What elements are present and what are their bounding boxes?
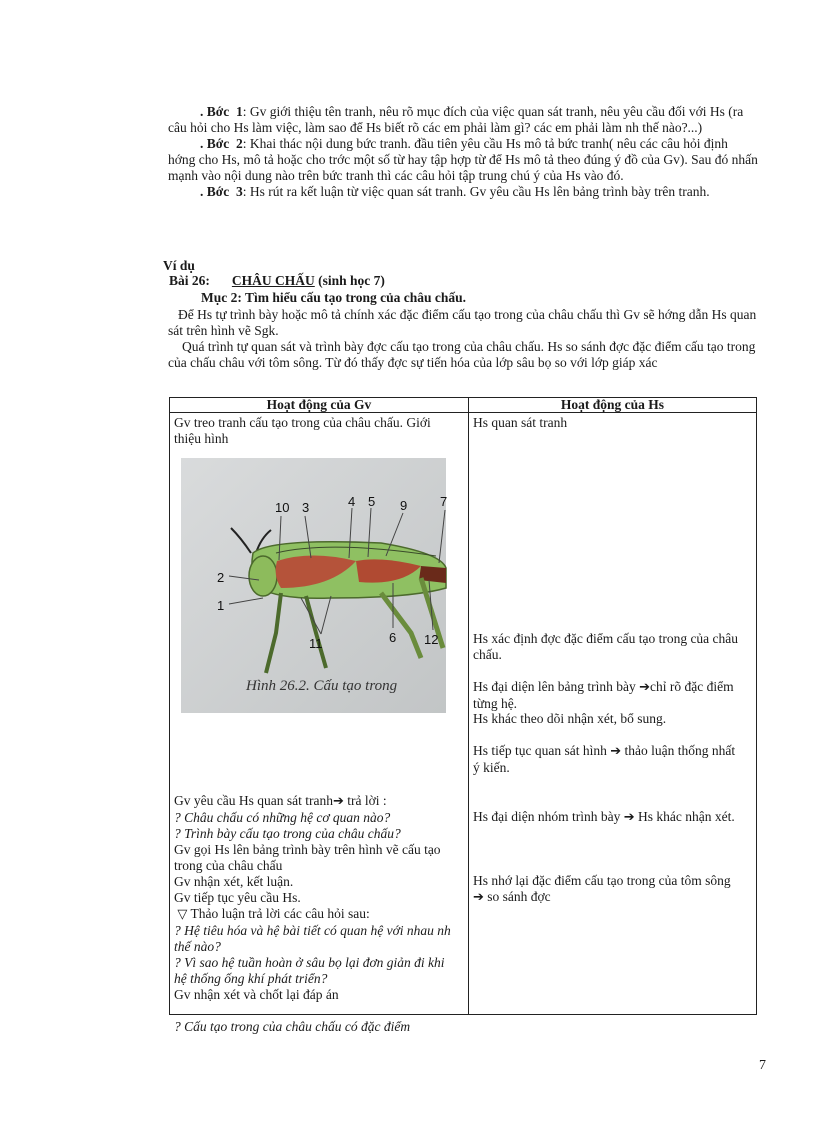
gv-intro: Gv treo tranh cấu tạo trong của châu chấu. Giới thiệu hình <box>174 415 431 446</box>
head <box>249 556 277 596</box>
arrow-right-icon: ➔ <box>332 794 344 809</box>
step-2: . Bớc 2: Khai thác nội dung bức tranh. đầu tiên yêu cầu Hs mô tả bức tranh( nêu các câu hỏi định hớng cho Hs, mô tả hoặc cho trớc một số từ hay tập hợp từ để Hs mô tả theo đúng ý đồ của Gv). Sau đó nhấn mạnh vào nội dung nào trên bức tranh thì các câu hỏi tập trung chú ý của Hs vào đó. <box>168 136 758 183</box>
example-label: Ví dụ <box>163 258 195 273</box>
gv-comment: Gv nhận xét, kết luận. <box>174 874 294 889</box>
activity-table <box>169 397 757 1034</box>
question-5: ? Cấu tạo trong của châu chấu có đặc điểm <box>174 1019 411 1034</box>
intro-block <box>168 307 758 371</box>
question-1: ? Châu chấu có những hệ cơ quan nào? <box>174 810 391 825</box>
page-number: 7 <box>759 1058 766 1073</box>
arrow-right-icon: ➔ <box>610 744 622 759</box>
hs-rep: Hs đại diện lên bảng trình bày ➔chỉ rõ đặc điểm từng hệ. <box>473 679 734 711</box>
hs-observe: Hs quan sát tranh <box>473 415 568 430</box>
arrow-right-icon: ➔ <box>639 680 650 695</box>
gv-discuss: ▽ Thảo luận trả lời các câu hỏi sau: <box>177 906 370 922</box>
label-7: 7 <box>440 494 448 509</box>
label-1: 1 <box>217 598 225 613</box>
question-3: ? Hệ tiêu hóa và hệ bài tiết có quan hệ với nhau nh thế nào? <box>174 923 451 954</box>
grasshopper-diagram <box>181 458 446 713</box>
header-gv: Hoạt động của Gv <box>170 398 469 413</box>
hs-recall: Hs nhớ lại đặc điểm cấu tạo trong của tôm sông ➔ so sánh đợc <box>473 873 731 905</box>
question-2: ? Trình bày cấu tạo trong của châu chấu? <box>174 826 401 841</box>
lesson-title: CHÂU CHẤU <box>231 273 315 288</box>
triangle-down-icon: ▽ <box>177 907 188 922</box>
lesson-heading <box>169 273 385 289</box>
label-11: 11 <box>309 636 323 651</box>
figure-caption: Hình 26.2. Cấu tạo trong <box>246 678 398 694</box>
lesson-subtitle: (sinh học 7) <box>318 273 385 288</box>
gv-continue: Gv tiếp tục yêu cầu Hs. <box>174 890 301 905</box>
label-6: 6 <box>389 630 397 645</box>
intro-para-1: Để Hs tự trình bày hoặc mô tả chính xác đặc điểm cấu tạo trong của châu chấu thì Gv sẽ hớng dẫn Hs quan sát trên hình vẽ Sgk. <box>168 307 757 338</box>
gv-ask: Gv yêu cầu Hs quan sát tranh➔ trả lời : <box>174 793 387 809</box>
label-4: 4 <box>348 494 356 509</box>
label-12: 12 <box>424 632 439 647</box>
gv-questions <box>174 793 454 1035</box>
step-3: . Bớc 3: Hs rút ra kết luận từ việc quan sát tranh. Gv yêu cầu Hs lên bảng trình bày trên tranh. <box>200 184 710 199</box>
step-1: . Bớc 1: Gv giới thiệu tên tranh, nêu rõ mục đích của việc quan sát tranh, nêu yêu cầu đối với Hs (ra câu hỏi cho Hs làm việc, làm sao để Hs biết rõ các em phải làm gì? các em phải làm nh thế nào?...) <box>168 104 744 135</box>
gv-call: Gv gọi Hs lên bảng trình bày trên hình vẽ cấu tạo trong của châu chấu <box>174 842 441 873</box>
gv-conclude: Gv nhận xét và chốt lại đáp án <box>174 987 339 1002</box>
question-4: ? Vì sao hệ tuần hoàn ở sâu bọ lại đơn giản đi khi hệ thống ống khí phát triển? <box>174 955 445 986</box>
hs-group: Hs đại diện nhóm trình bày ➔ Hs khác nhận xét. <box>473 809 735 825</box>
label-9: 9 <box>400 498 408 513</box>
section-title: Mục 2: Tìm hiểu cấu tạo trong của châu chấu. <box>201 290 467 305</box>
gv-cell <box>170 413 469 1034</box>
intro-para-2: Quá trình tự quan sát và trình bày đợc cấu tạo trong của châu chấu. Hs so sánh đợc đặc điểm cấu tạo trong của chấu châu với tôm sông. Từ đó thấy đợc sự tiến hóa của lớp sâu bọ so với lớp giáp xác <box>168 339 756 370</box>
label-3: 3 <box>302 500 310 515</box>
label-10: 10 <box>275 500 290 515</box>
hs-continue: Hs tiếp tục quan sát hình ➔ thảo luận thống nhất ý kiến. <box>473 743 736 775</box>
hs-identify: Hs xác định đợc đặc điểm cấu tạo trong của châu chấu. <box>473 631 739 662</box>
lesson-prefix: Bài 26: <box>169 273 210 288</box>
label-5: 5 <box>368 494 376 509</box>
grasshopper-figure <box>181 458 446 713</box>
arrow-right-icon: ➔ <box>473 890 484 905</box>
hs-cell <box>469 413 757 1015</box>
header-hs: Hoạt động của Hs <box>469 398 757 413</box>
label-2: 2 <box>217 570 225 585</box>
hs-others: Hs khác theo dõi nhận xét, bổ sung. <box>473 711 667 726</box>
steps-block <box>168 104 758 200</box>
arrow-right-icon: ➔ <box>623 810 635 825</box>
